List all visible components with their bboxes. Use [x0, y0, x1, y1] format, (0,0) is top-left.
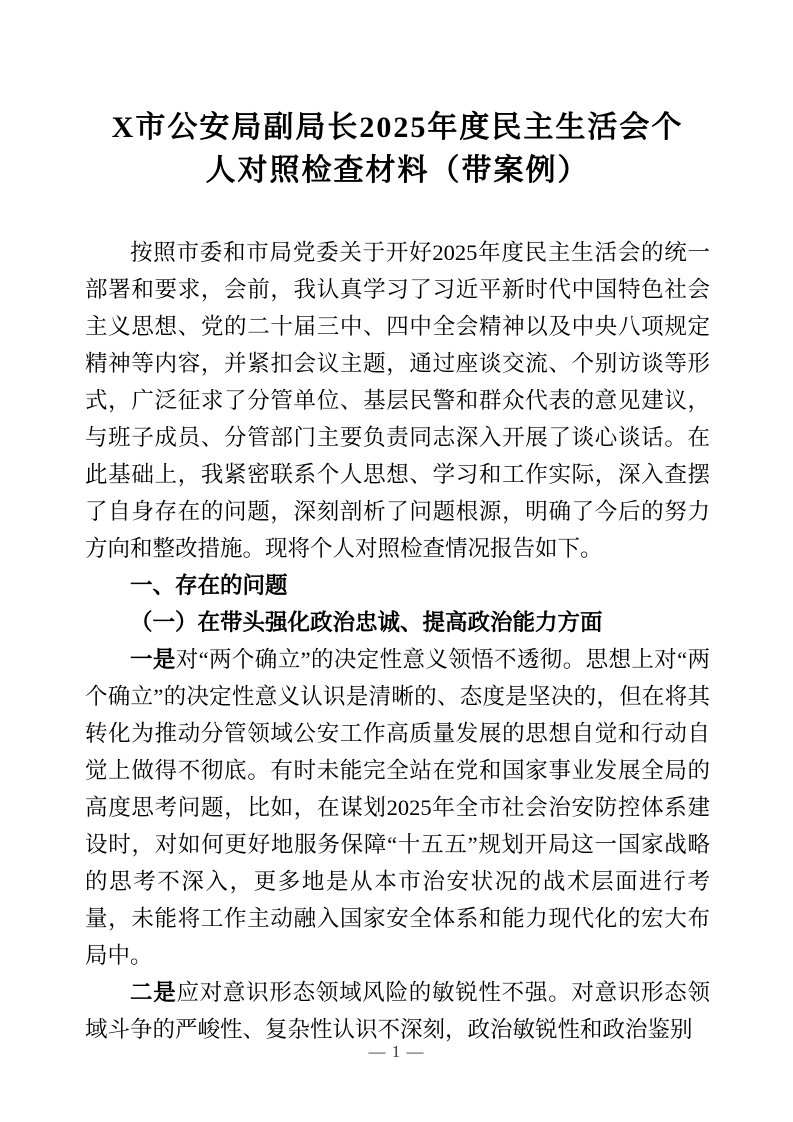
point-2-text: 应对意识形态领域风险的敏锐性不强。对意识形态领域斗争的严峻性、复杂性认识不深刻，政治敏锐性和政治鉴别 [85, 980, 710, 1042]
document-title: X市公安局副局长2025年度民主生活会个人对照检查材料（带案例） [111, 111, 684, 187]
point-1-paragraph [85, 641, 710, 974]
page-number: — 1 — [368, 1042, 425, 1061]
point-2-lead: 二是 [130, 980, 177, 1005]
point-1-text: 对“两个确立”的决定性意义领悟不透彻。思想上对“两个确立”的决定性意义认识是清晰的、态度是坚决的，但在将其转化为推动分管领域公安工作高质量发展的思想自觉和行动自觉上做得不彻底。有时未能完全站在党和国家事业发展全局的高度思考问题，比如，在谋划2025年全市社会治安防控体系建设时，对如何更好地服务保障“十五五”规划开局这一国家战略的思考不深入，更多地是从本市治安状况的战术层面进行考量，未能将工作主动融入国家安全体系和能力现代化的宏大布局中。 [85, 647, 710, 968]
intro-paragraph: 按照市委和市局党委关于开好2025年度民主生活会的统一部署和要求，会前，我认真学习了习近平新时代中国特色社会主义思想、党的二十届三中、四中全会精神以及中央八项规定精神等内容，并紧扣会议主题，通过座谈交流、个别访谈等形式，广泛征求了分管单位、基层民警和群众代表的意见建议，与班子成员、分管部门主要负责同志深入开展了谈心谈话。在此基础上，我紧密联系个人思想、学习和工作实际，深入查摆了自身存在的问题，深刻剖析了问题根源，明确了今后的努力方向和整改措施。现将个人对照检查情况报告如下。 [85, 240, 710, 561]
section-1-heading: 一、存在的问题 [130, 573, 288, 598]
section-1-subheading-1: （一）在带头强化政治忠诚、提高政治能力方面 [130, 610, 603, 635]
point-2-paragraph [85, 974, 710, 1048]
point-1-lead: 一是 [130, 647, 176, 672]
